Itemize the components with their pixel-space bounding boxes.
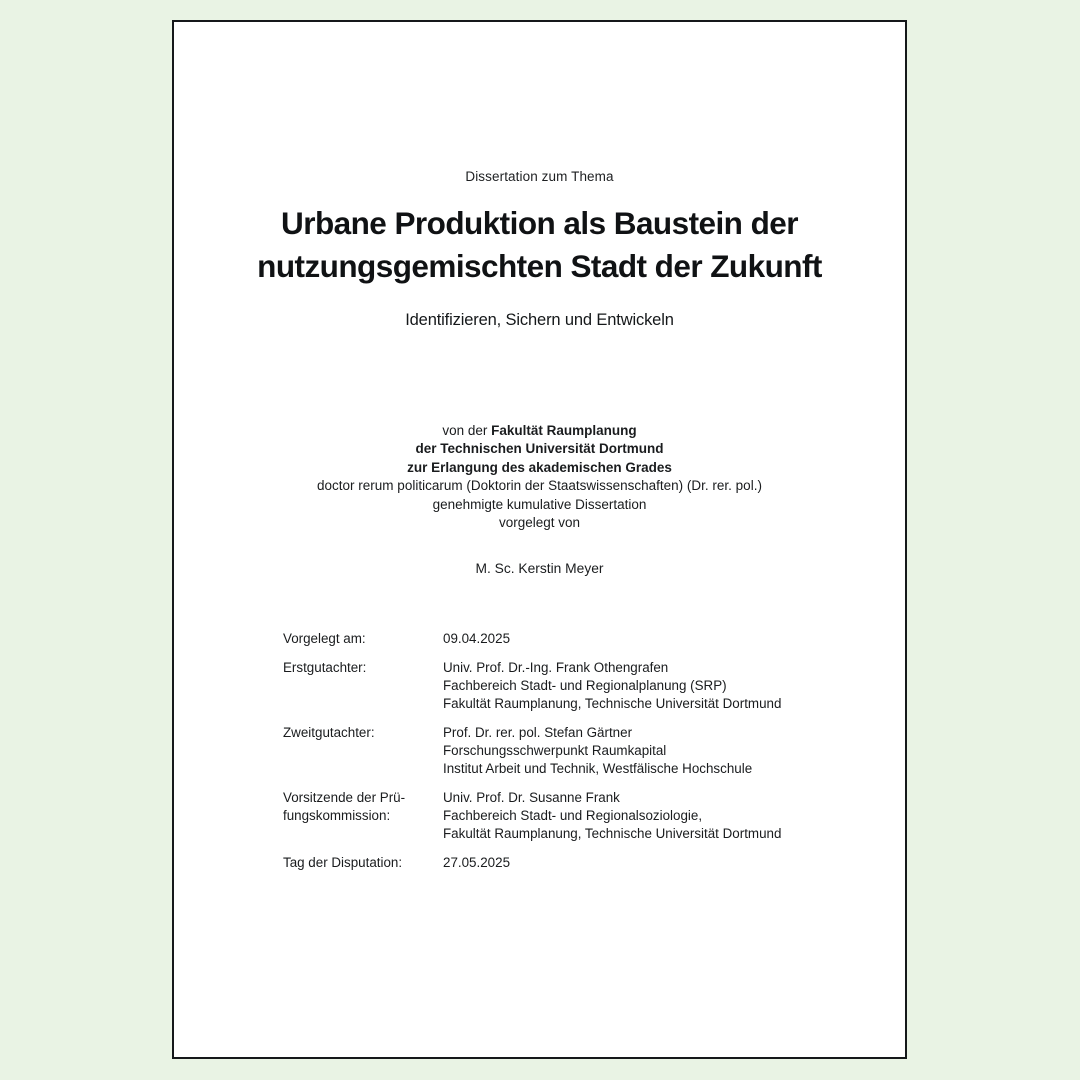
detail-label	[283, 724, 443, 742]
statement-line-1	[174, 422, 905, 440]
detail-value-line: 09.04.2025	[443, 631, 511, 646]
details-block	[283, 630, 843, 872]
detail-value-line: 27.05.2025	[443, 855, 511, 870]
statement-line-5-dissertation-type: genehmigte kumulative Dissertation	[432, 496, 647, 512]
statement-line-4-degree-name: doctor rerum politicarum (Doktorin der Staatswissenschaften) (Dr. rer. pol.)	[317, 478, 762, 494]
detail-label-line: Vorgelegt am:	[283, 631, 366, 646]
detail-value-line: Fakultät Raumplanung, Technische Universität Dortmund	[443, 826, 782, 841]
detail-row	[283, 854, 843, 872]
detail-label-line: Zweitgutachter:	[283, 725, 375, 740]
detail-label	[283, 854, 443, 872]
title-page-sheet	[172, 20, 907, 1059]
detail-label-line: Tag der Disputation:	[283, 855, 403, 870]
detail-row	[283, 630, 843, 648]
statement-line-1-faculty: Fakultät Raumplanung	[491, 423, 637, 438]
detail-value	[443, 659, 843, 713]
detail-row	[283, 789, 843, 843]
detail-value-line: Institut Arbeit und Technik, Westfälische Hochschule	[443, 761, 753, 776]
detail-label-line: Vorsitzende der Prü-	[283, 790, 406, 805]
statement-line-1-prefix: von der	[442, 423, 492, 438]
page-subtitle: Identifizieren, Sichern und Entwickeln	[405, 311, 674, 330]
detail-label	[283, 659, 443, 677]
statement-line-2-university: der Technischen Universität Dortmund	[415, 441, 664, 457]
detail-value-line: Fachbereich Stadt- und Regionalplanung (SRP)	[443, 678, 727, 693]
detail-value-line: Fakultät Raumplanung, Technische Universität Dortmund	[443, 696, 782, 711]
degree-statement-block	[174, 422, 905, 578]
author-name: M. Sc. Kerstin Meyer	[475, 561, 604, 577]
page-title	[174, 202, 905, 288]
page-title-line-1: Urbane Produktion als Baustein der	[281, 205, 798, 241]
detail-row	[283, 659, 843, 713]
statement-line-6-submitted-by: vorgelegt von	[498, 515, 581, 531]
detail-value-line: Univ. Prof. Dr.-Ing. Frank Othengrafen	[443, 660, 669, 675]
dissertation-kicker: Dissertation zum Thema	[465, 169, 614, 184]
detail-row	[283, 724, 843, 778]
detail-label	[283, 630, 443, 648]
detail-value	[443, 724, 843, 778]
detail-value	[443, 789, 843, 843]
detail-value	[443, 854, 843, 872]
detail-value-line: Prof. Dr. rer. pol. Stefan Gärtner	[443, 725, 633, 740]
detail-value-line: Univ. Prof. Dr. Susanne Frank	[443, 790, 620, 805]
statement-line-3-degree-purpose: zur Erlangung des akademischen Grades	[407, 459, 672, 475]
detail-label-line: Erstgutachter:	[283, 660, 367, 675]
title-block	[174, 167, 905, 331]
detail-value-line: Forschungsschwerpunkt Raumkapital	[443, 743, 667, 758]
page-title-line-2: nutzungsgemischten Stadt der Zukunft	[257, 248, 822, 284]
detail-label	[283, 789, 443, 825]
detail-value	[443, 630, 843, 648]
detail-label-line: fungskommission:	[283, 808, 391, 823]
detail-value-line: Fachbereich Stadt- und Regionalsoziologie,	[443, 808, 703, 823]
